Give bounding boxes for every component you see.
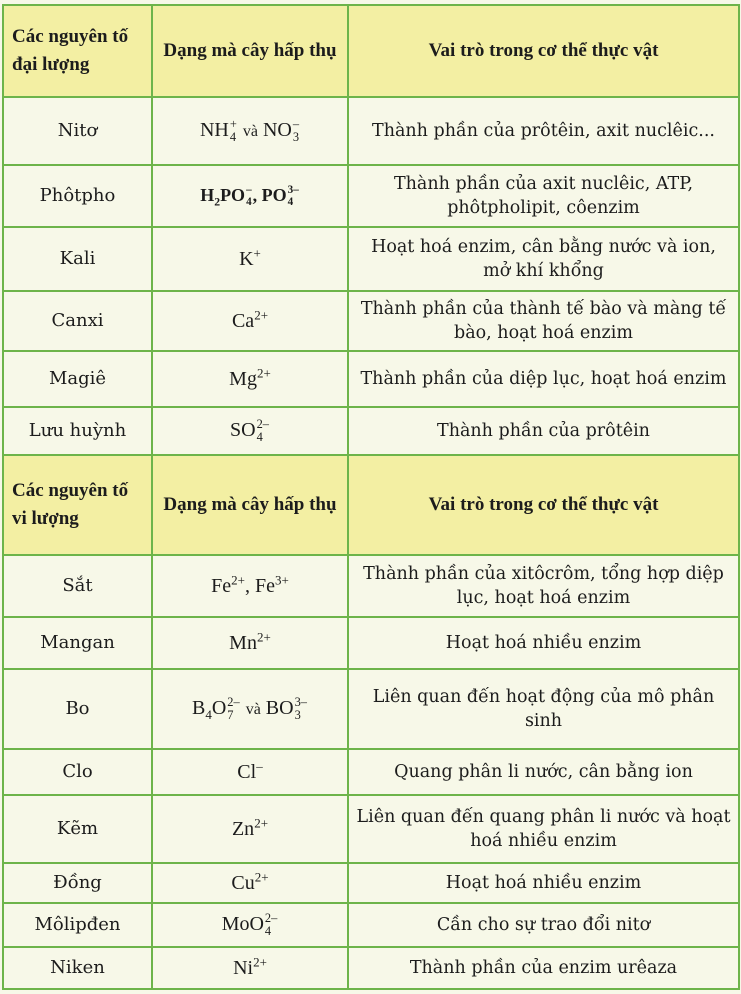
absorbed-form: Cl– xyxy=(152,749,348,795)
absorbed-form: $Ca^{2+}$ xyxy=(152,291,348,351)
absorbed-form: NH + 4 và NO – 3 xyxy=(152,97,348,165)
table-row xyxy=(3,863,739,903)
absorbed-form: $H_2PO$ – 4 , PO 3– 4 xyxy=(152,165,348,227)
micro-header-form: Dạng mà cây hấp thụ xyxy=(152,455,348,555)
element-name: Kẽm xyxy=(3,795,152,863)
role-text: Liên quan đến quang phân li nước và hoạt hoá nhiều enzim xyxy=(348,795,739,863)
element-name: Niken xyxy=(3,947,152,989)
role-text: Thành phần của diệp lục, hoạt hoá enzim xyxy=(348,351,739,407)
table-row xyxy=(3,407,739,455)
element-name: Kali xyxy=(3,227,152,291)
role-text: Hoạt hoá enzim, cân bằng nước và ion, mở khí khổng xyxy=(348,227,739,291)
element-name: Clo xyxy=(3,749,152,795)
element-name: Magiê xyxy=(3,351,152,407)
micro-header-element: Các nguyên tố vi lượng xyxy=(3,455,152,555)
nutrient-table xyxy=(2,4,740,990)
element-name: Canxi xyxy=(3,291,152,351)
absorbed-form: $Fe^{2+}$, $Fe^{3+}$ xyxy=(152,555,348,617)
absorbed-form: SO 2– 4 xyxy=(152,407,348,455)
macro-header-element: Các nguyên tố đại lượng xyxy=(3,5,152,97)
micro-header-row xyxy=(3,455,739,555)
micro-header-role: Vai trò trong cơ thể thực vật xyxy=(348,455,739,555)
absorbed-form: $Cu^{2+}$ xyxy=(152,863,348,903)
table-row xyxy=(3,97,739,165)
table-row xyxy=(3,669,739,749)
role-text: Thành phần của axit nuclêic, ATP, phôtpholipit, côenzim xyxy=(348,165,739,227)
macro-header-form: Dạng mà cây hấp thụ xyxy=(152,5,348,97)
absorbed-form: K+ xyxy=(152,227,348,291)
element-name: Lưu huỳnh xyxy=(3,407,152,455)
table-row xyxy=(3,617,739,669)
role-text: Liên quan đến hoạt động của mô phân sinh xyxy=(348,669,739,749)
macro-header-row xyxy=(3,5,739,97)
absorbed-form: $Zn^{2+}$ xyxy=(152,795,348,863)
role-text: Quang phân li nước, cân bằng ion xyxy=(348,749,739,795)
table-row xyxy=(3,165,739,227)
element-name: Môlipđen xyxy=(3,903,152,947)
role-text: Hoạt hoá nhiều enzim xyxy=(348,863,739,903)
element-name: Mangan xyxy=(3,617,152,669)
role-text: Hoạt hoá nhiều enzim xyxy=(348,617,739,669)
table-row xyxy=(3,749,739,795)
table-row xyxy=(3,903,739,947)
element-name: Bo xyxy=(3,669,152,749)
absorbed-form: $Mg^{2+}$ xyxy=(152,351,348,407)
element-name: Nitơ xyxy=(3,97,152,165)
element-name: Đồng xyxy=(3,863,152,903)
element-name: Sắt xyxy=(3,555,152,617)
absorbed-form: $B_4O$ 2– 7 và BO 3– 3 xyxy=(152,669,348,749)
role-text: Thành phần của prôtêin xyxy=(348,407,739,455)
macro-header-role: Vai trò trong cơ thể thực vật xyxy=(348,5,739,97)
role-text: Cần cho sự trao đổi nitơ xyxy=(348,903,739,947)
absorbed-form: $Mn^{2+}$ xyxy=(152,617,348,669)
table-row xyxy=(3,795,739,863)
table-row xyxy=(3,351,739,407)
role-text: Thành phần của thành tế bào và màng tế bào, hoạt hoá enzim xyxy=(348,291,739,351)
table-row xyxy=(3,227,739,291)
table-row xyxy=(3,291,739,351)
table-row xyxy=(3,947,739,989)
role-text: Thành phần của xitôcrôm, tổng hợp diệp lục, hoạt hoá enzim xyxy=(348,555,739,617)
role-text: Thành phần của prôtêin, axit nuclêic... xyxy=(348,97,739,165)
absorbed-form: $Ni^{2+}$ xyxy=(152,947,348,989)
absorbed-form: MoO 2– 4 xyxy=(152,903,348,947)
element-name: Phôtpho xyxy=(3,165,152,227)
table-row xyxy=(3,555,739,617)
role-text: Thành phần của enzim urêaza xyxy=(348,947,739,989)
